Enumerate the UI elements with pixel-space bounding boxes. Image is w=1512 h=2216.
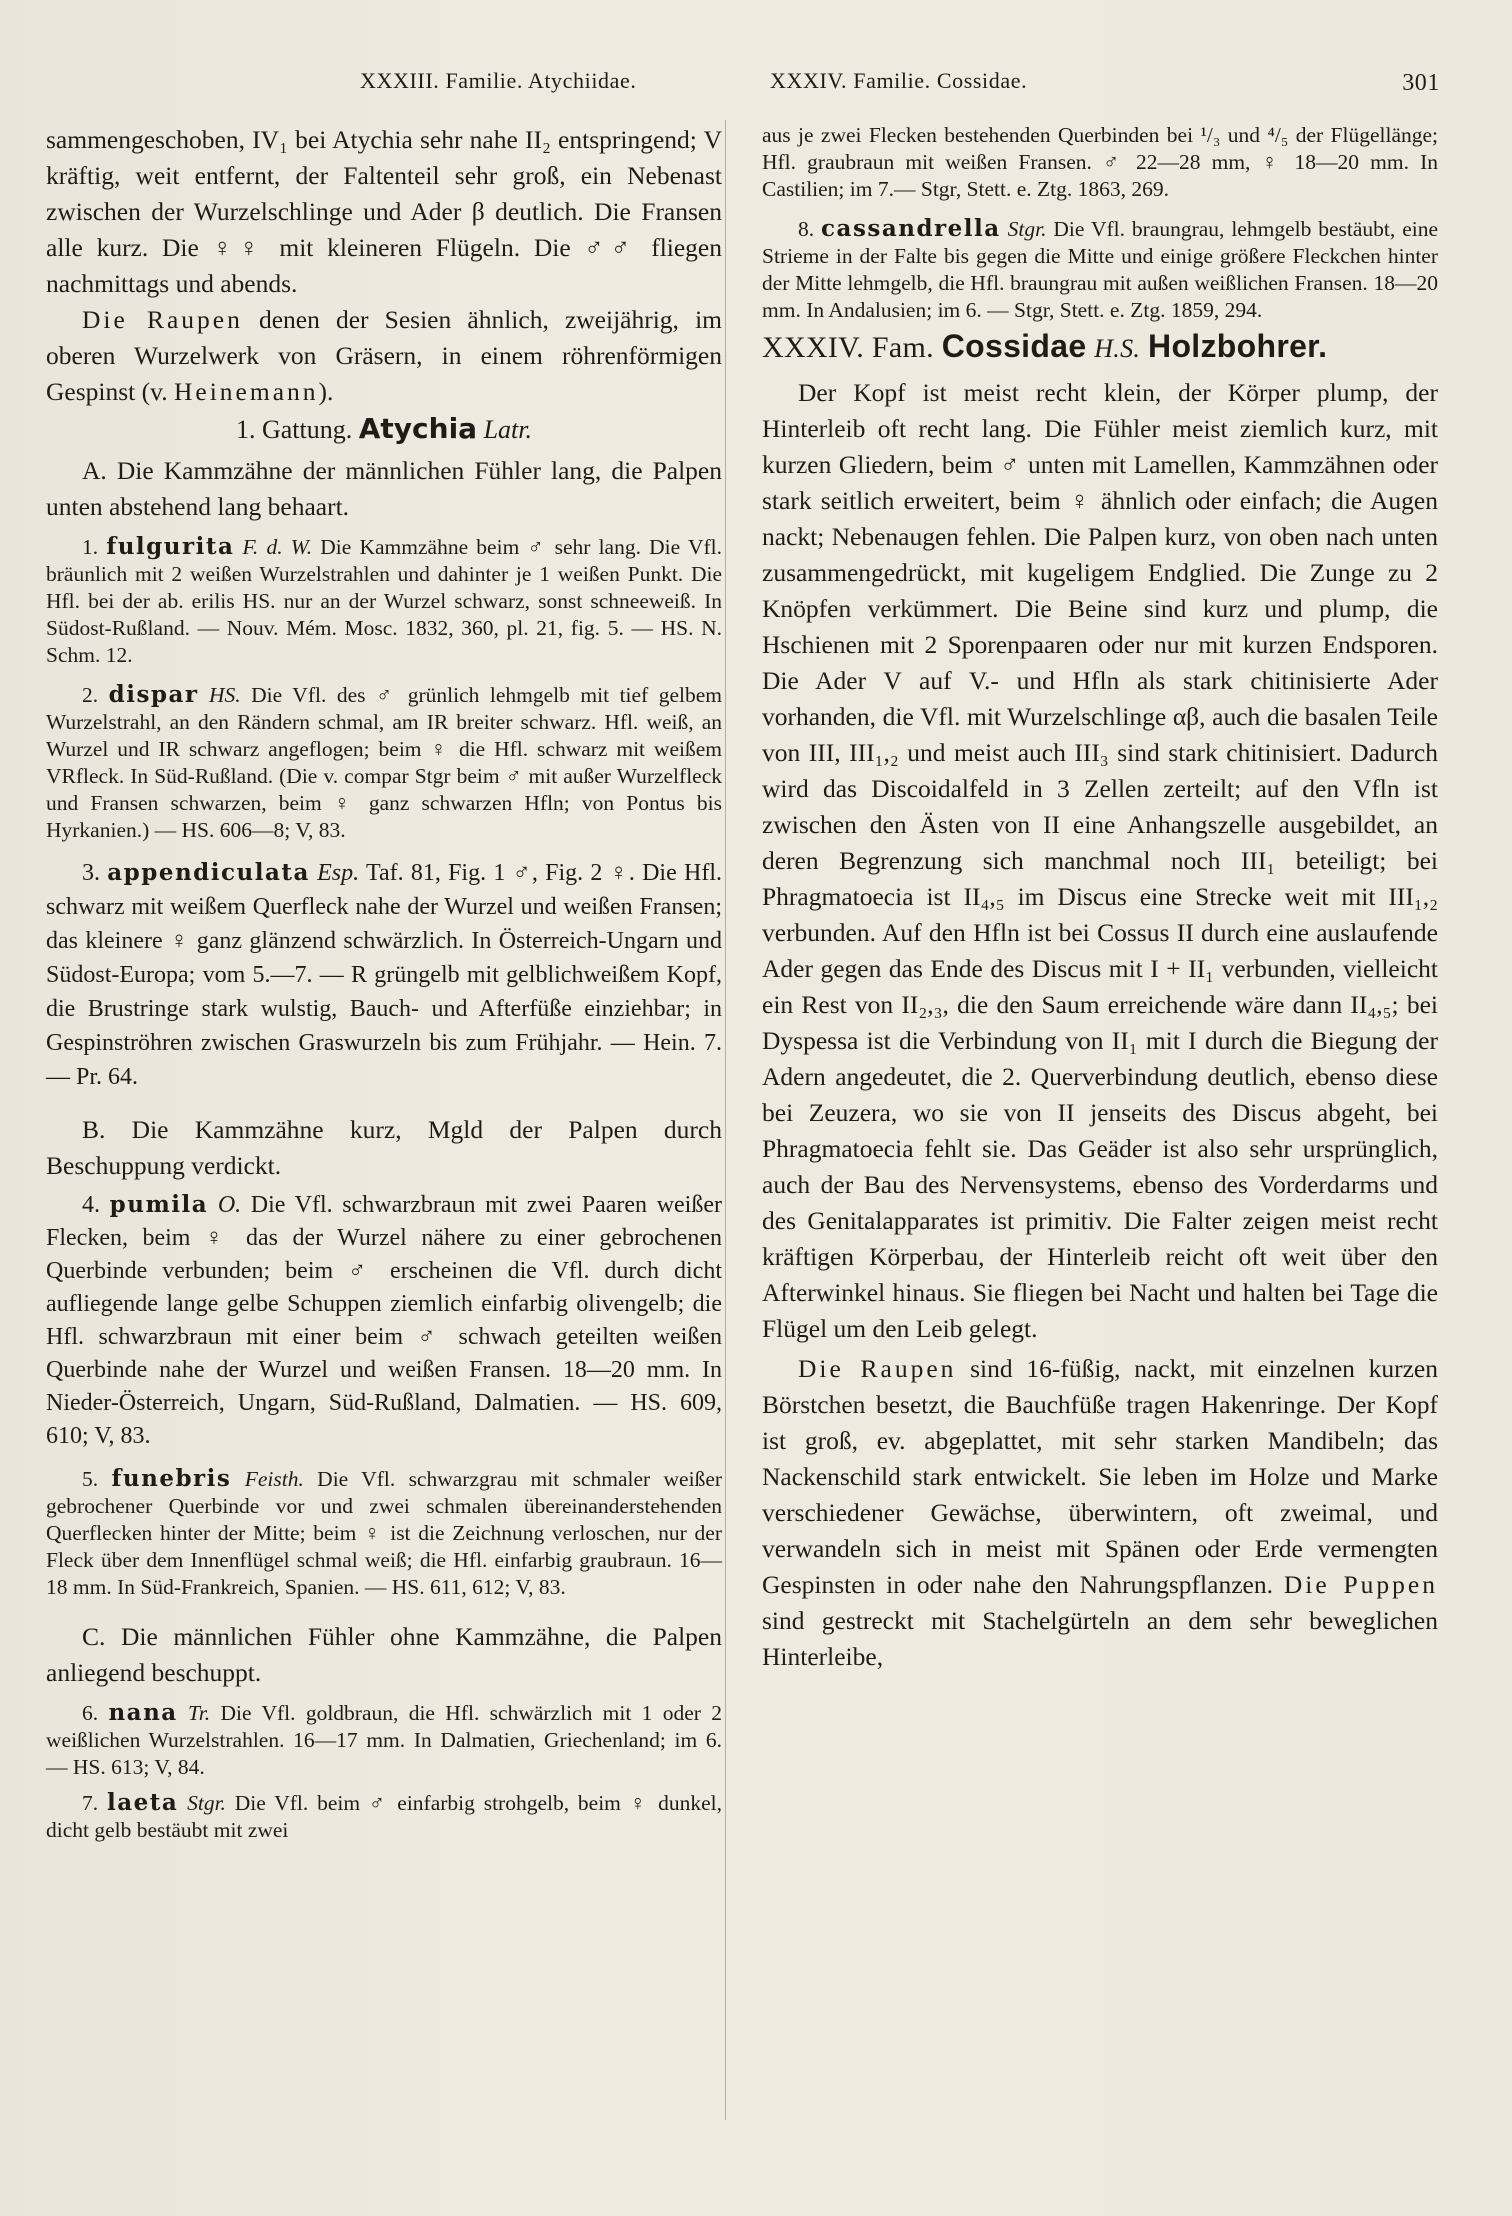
species-name: fulgurita [106, 533, 235, 560]
column-divider [725, 120, 726, 2120]
left-column [46, 122, 722, 1844]
paragraph: Der Kopf ist meist recht klein, der Körper plump, der Hinterleib oft recht lang. Die Fühler meist ziemlich kurz, mit kurzen Gliedern, beim ♂ unten mit Lamellen, Kammzähnen oder stark seitlich erweitert, beim ♀ ähnlich oder einfach; die Augen nackt; Nebenaugen fehlen. Die Palpen kurz, von oben nach unten zusammengedrückt, mit kugeligem Endglied. Die Zunge zu 2 Knöpfen verkümmert. Die Beine sind kurz und plump, die Hschienen mit 2 Sporenpaaren oder nur mit kurzen Endsporen. Die Ader V auf V.- und Hfln als stark chitinisierte Ader vorhanden, die Vfl. mit Wurzelschlinge αβ, auch die basalen Teile von III, III₁,₂ und meist auch III₃ sind stark chitinisiert. Dadurch wird das Discoidalfeld in 3 Zellen zerteilt; auf den Vfln ist zwischen den Ästen von II eine Anhangszelle ausgebildet, an deren Begrenzung sich manchmal noch III₁ beteiligt; bei Phragmatoecia ist II₄,₅ im Discus eine Strecke weit mit III₁,₂ verbunden. Auf den Hfln ist bei Cossus II durch eine auslaufende Ader gegen das Ende des Discus mit I + II₁ verbunden, vielleicht ein Rest von II₂,₃, die den Saum erreichende wäre dann II₄,₅; bei Dyspessa ist die Verbindung von II₁ mit I durch die Biegung der Adern angedeutet, die 2. Querverbindung deutlich, ebenso diese bei Zeuzera, wo sie von II jenseits des Discus abgeht, bei Phragmatoecia fehlt sie. Das Geäder ist also sehr ursprünglich, auch der Bau des Nervensystems, ebenso des Vorderdarms und des Genitalapparates ist primitiv. Die Falter zeigen meist recht kräftigen Körperbau, der Hinterleib reicht oft weit über den Afterwinkel hinaus. Sie fliegen bei Nacht und halten bei Tage die Flügel um den Leib gelegt. [762, 378, 1438, 1343]
species-entry: 3. appendiculata Esp. Taf. 81, Fig. 1 ♂, Fig. 2 ♀. Die Hfl. schwarz mit weißem Querfleck nahe der Wurzel und weißen Fransen; das kleinere ♀ ganz glänzend schwärzlich. In Österreich-Ungarn und Südost-Europa; vom 5.—7. — R grüngelb mit gelblichweißem Kopf, die Brustringe stark wulstig, Bauch- und Afterfüße einziehbar; in Gespinströhren zwischen Graswurzeln bis zum Frühjahr. — Hein. 7. — Pr. 64. [46, 859, 722, 1090]
section-heading: A. Die Kammzähne der männlichen Fühler lang, die Palpen unten abstehend lang behaart. [46, 456, 722, 521]
species-name: appendiculata [107, 859, 310, 886]
page-number: 301 [1402, 70, 1440, 96]
species-entry: 1. fulgurita F. d. W. Die Kammzähne beim ♂ sehr lang. Die Vfl. bräunlich mit 2 weißen Wurzelstrahlen und dahinter je 1 weißen Punkt. Die Hfl. bei der ab. erilis HS. nur an der Wurzel schwarz, sonst schneeweiß. In Südost-Rußland. — Nouv. Mém. Mosc. 1832, 360, pl. 21, fig. 5. — HS. N. Schm. 12. [46, 533, 723, 667]
paragraph: Die Raupen sind 16-füßig, nackt, mit einzelnen kurzen Börstchen besetzt, die Bauchfüße tragen Hakenringe. Der Kopf ist groß, ev. abgeplattet, mit sehr starken Mandibeln; das Nackenschild stark entwickelt. Sie leben im Holze und Marke verschiedener Gewächse, überwintern, oft zweimal, und verwandeln sich in meist mit Spänen oder Erde vermengten Gespinsten in oder nahe den Nahrungspflanzen. Die Puppen sind gestreckt mit Stachelgürteln an dem sehr beweglichen Hinterleibe, [762, 1354, 1438, 1671]
species-entry: 6. nana Tr. Die Vfl. goldbraun, die Hfl. schwärzlich mit 1 oder 2 weißlichen Wurzelstrahlen. 16—17 mm. In Dalmatien, Griechenland; im 6. — HS. 613; V, 84. [46, 1699, 722, 1779]
paragraph: Die Raupen denen der Sesien ähnlich, zweijährig, im oberen Wurzelwerk von Gräsern, in einem röhrenförmigen Gespinst (v. Heinemann). [46, 305, 722, 406]
genus-heading: 1. Gattung. Atychia Latr. [235, 412, 533, 445]
species-name: nana [108, 1699, 178, 1726]
species-entry: 5. funebris Feisth. Die Vfl. schwarzgrau mit schmaler weißer gebrochener Querbinde vor und zwei schmalen übereinanderstehenden Querflecken hinter der Mitte; beim ♀ ist die Zeichnung verloschen, nur der Fleck über dem Innenflügel schmal weiß; die Hfl. einfarbig graubraun. 16—18 mm. In Süd-Frankreich, Spanien. — HS. 611, 612; V, 83. [46, 1465, 723, 1599]
species-entry: 7. laeta Stgr. Die Vfl. beim ♂ einfarbig strohgelb, beim ♀ dunkel, dicht gelb bestäubt mit zwei [46, 1789, 723, 1842]
species-name: funebris [111, 1465, 232, 1492]
paragraph: aus je zwei Flecken bestehenden Querbinden bei ¹/₃ und ⁴/₅ der Flügellänge; Hfl. graubraun mit weißen Fransen. ♂ 22—28 mm, ♀ 18—20 mm. In Castilien; im 7.— Stgr, Stett. e. Ztg. 1863, 269. [762, 123, 1438, 201]
species-entry: 4. pumila O. Die Vfl. schwarzbraun mit zwei Paaren weißer Flecken, beim ♀ das der Wurzel nähere zu einer gebrochenen Querbinde verbunden; beim ♂ erscheinen die Vfl. durch dicht aufliegende lange gelbe Schuppen ziemlich einfarbig olivengelb; die Hfl. schwarzbraun mit einer beim ♂ schwach geteilten weißen Querbinde nahe der Wurzel und weißen Fransen. 18—20 mm. In Nieder-Österreich, Ungarn, Süd-Rußland, Dalmatien. — HS. 609, 610; V, 83. [46, 1191, 722, 1449]
species-name: cassandrella [821, 215, 1001, 242]
species-entry: 8. cassandrella Stgr. Die Vfl. braungrau, lehmgelb bestäubt, eine Strieme in der Falte bis gegen die Mitte und einige größere Fleckchen hinter der Mitte lehmgelb, die Hfl. braungrau mit außen weißlichen Fransen. 18—20 mm. In Andalusien; im 6. — Stgr, Stett. e. Ztg. 1859, 294. [762, 215, 1439, 322]
section-heading: C. Die männlichen Fühler ohne Kammzähne, die Palpen anliegend beschuppt. [46, 1622, 722, 1687]
family-heading: XXXIV. Fam. Cossidae H.S. Holzbohrer. [762, 328, 1328, 364]
section-heading: B. Die Kammzähne kurz, Mgld der Palpen durch Beschuppung verdickt. [46, 1115, 722, 1180]
right-column [762, 122, 1438, 1675]
species-entry: 2. dispar HS. Die Vfl. des ♂ grünlich lehmgelb mit tief gelbem Wurzelstrahl, an den Rändern schmal, am IR breiter schwarz. Hfl. weiß, an Wurzel und IR schwarz angeflogen; beim ♀ die Hfl. schwarz mit weißem VRfleck. In Süd-Rußland. (Die v. compar Stgr beim ♂ mit außer Wurzelfleck und Fransen schwarzen, beim ♀ ganz schwarzen Hfln; von Pontus bis Hyrkanien.) — HS. 606—8; V, 83. [46, 681, 722, 842]
species-name: dispar [108, 681, 199, 708]
paragraph: sammengeschoben, IV₁ bei Atychia sehr nahe II₂ entspringend; V kräftig, weit entfernt, der Faltenteil sehr groß, ein Nebenast zwischen der Wurzelschlinge und Ader β deutlich. Die Fransen alle kurz. Die ♀♀ mit kleineren Flügeln. Die ♂♂ fliegen nachmittags und abends. [46, 125, 722, 298]
header-left: XXXIII. Familie. Atychiidae. [360, 68, 637, 93]
header-right: XXXIV. Familie. Cossidae. [770, 68, 1028, 93]
species-name: laeta [106, 1789, 179, 1816]
species-name: pumila [109, 1191, 209, 1218]
